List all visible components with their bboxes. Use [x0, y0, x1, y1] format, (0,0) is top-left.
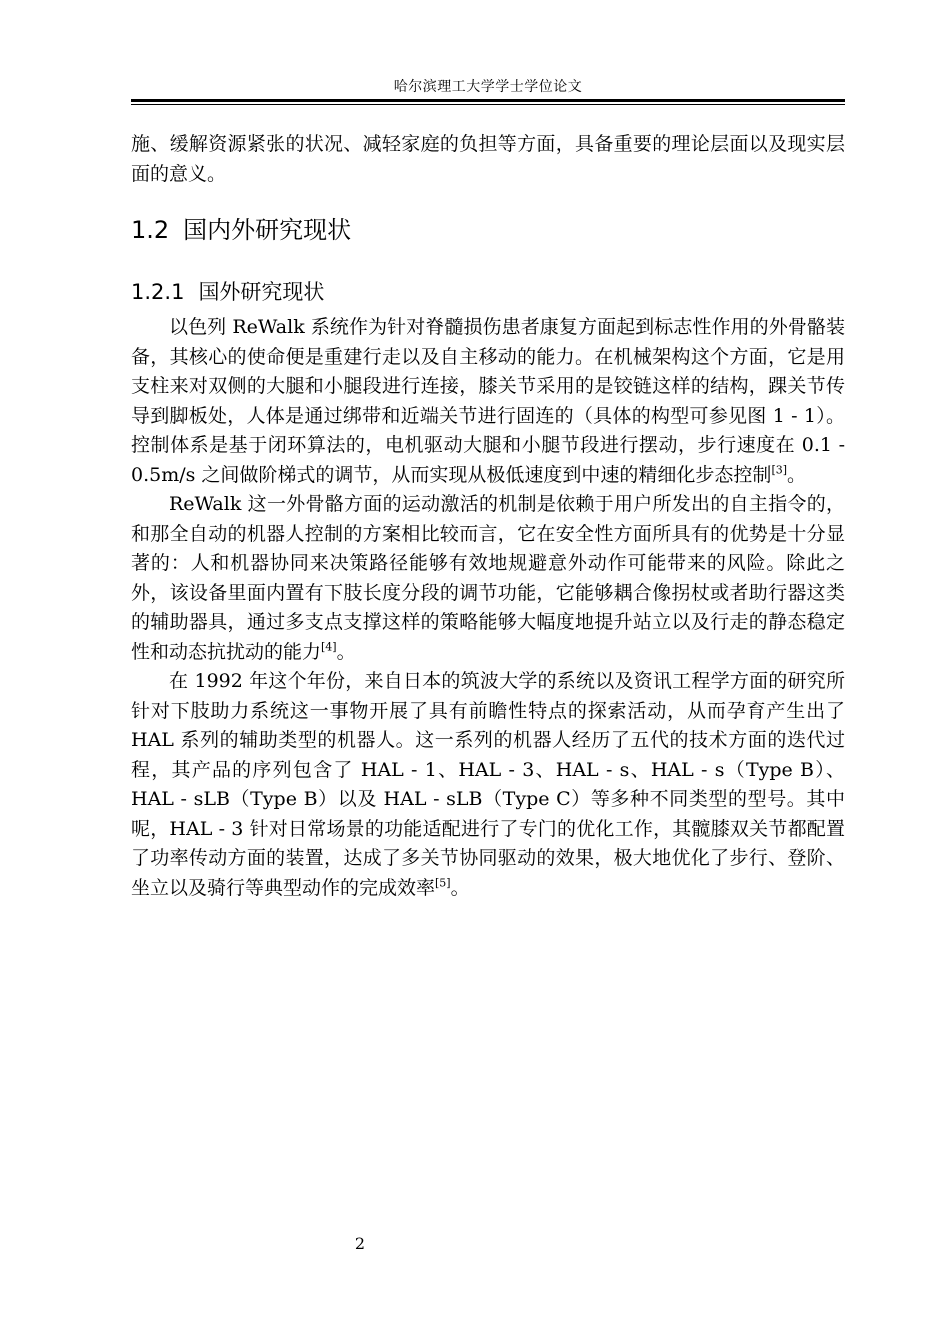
subsection-heading	[131, 277, 845, 307]
paragraph-end: 。	[450, 876, 470, 899]
header-rule-thin	[131, 104, 845, 105]
header-rule-thick	[131, 99, 845, 102]
section-number: 1.2	[131, 216, 170, 244]
section-heading	[131, 213, 845, 247]
paragraph-text: ReWalk 这一外骨骼方面的运动激活的机制是依赖于用户所发出的自主指令的，和那全自动的机器人控制的方案相比较而言，它在安全性方面所具有的优势是十分显著的：人和机器协同来决策路径能够有效地规避意外动作可能带来的风险。除此之外，该设备里面内置有下肢长度分段的调节功能，它能够耦合像拐杖或者助行器这类的辅助器具，通过多支点支撑这样的策略能够大幅度地提升站立以及行走的静态稳定性和动态抗扰动的能力	[131, 493, 845, 663]
citation: [4]	[321, 640, 337, 654]
paragraph-text: 在 1992 年这个年份，来自日本的筑波大学的系统以及资讯工程学方面的研究所针对下肢助力系统这一事物开展了具有前瞻性特点的探索活动，从而孕育产生出了 HAL 系列的辅助类型的机器人。这一系列的机器人经历了五代的技术方面的迭代过程，其产品的序列包含了 HAL - 1、HAL - 3、HAL - s、HAL - s（Type B）、HAL - sLB（Type B）以及 HAL - sLB（Type C）等多种不同类型的型号。其中呢，HAL - 3 针对日常场景的功能适配进行了专门的优化工作，其髋膝双关节都配置了功率传动方面的装置，达成了多关节协同驱动的效果，极大地优化了步行、登阶、坐立以及骑行等典型动作的完成效率	[131, 670, 845, 899]
citation: [5]	[435, 876, 451, 890]
section-title: 国内外研究现状	[183, 216, 352, 244]
page-number: 2	[354, 1234, 366, 1253]
paragraph-rewalk-control	[131, 490, 845, 667]
subsection-title: 国外研究现状	[198, 280, 325, 304]
continuation-paragraph: 施、缓解资源紧张的状况、减轻家庭的负担等方面，具备重要的理论层面以及现实层面的意义。	[131, 133, 845, 185]
paragraph-end: 。	[336, 640, 356, 663]
citation: [3]	[771, 463, 788, 477]
paragraph-end: 。	[787, 463, 807, 486]
paragraph-hal	[131, 667, 845, 903]
paragraph-rewalk-structure	[131, 313, 845, 490]
running-header: 哈尔滨理工大学学士学位论文	[393, 79, 583, 95]
subsection-number: 1.2.1	[131, 280, 185, 304]
page-body	[131, 130, 845, 903]
paragraph-text: 以色列 ReWalk 系统作为针对脊髓损伤患者康复方面起到标志性作用的外骨骼装备，其核心的使命便是重建行走以及自主移动的能力。在机械架构这个方面，它是用支柱来对双侧的大腿和小腿段进行连接，膝关节采用的是铰链这样的结构，踝关节传导到脚板处，人体是通过绑带和近端关节进行固连的（具体的构型可参见图 1 - 1）。控制体系是基于闭环算法的，电机驱动大腿和小腿节段进行摆动，步行速度在 0.1 - 0.5m/s 之间做阶梯式的调节，从而实现从极低速度到中速的精细化步态控制	[131, 316, 845, 486]
